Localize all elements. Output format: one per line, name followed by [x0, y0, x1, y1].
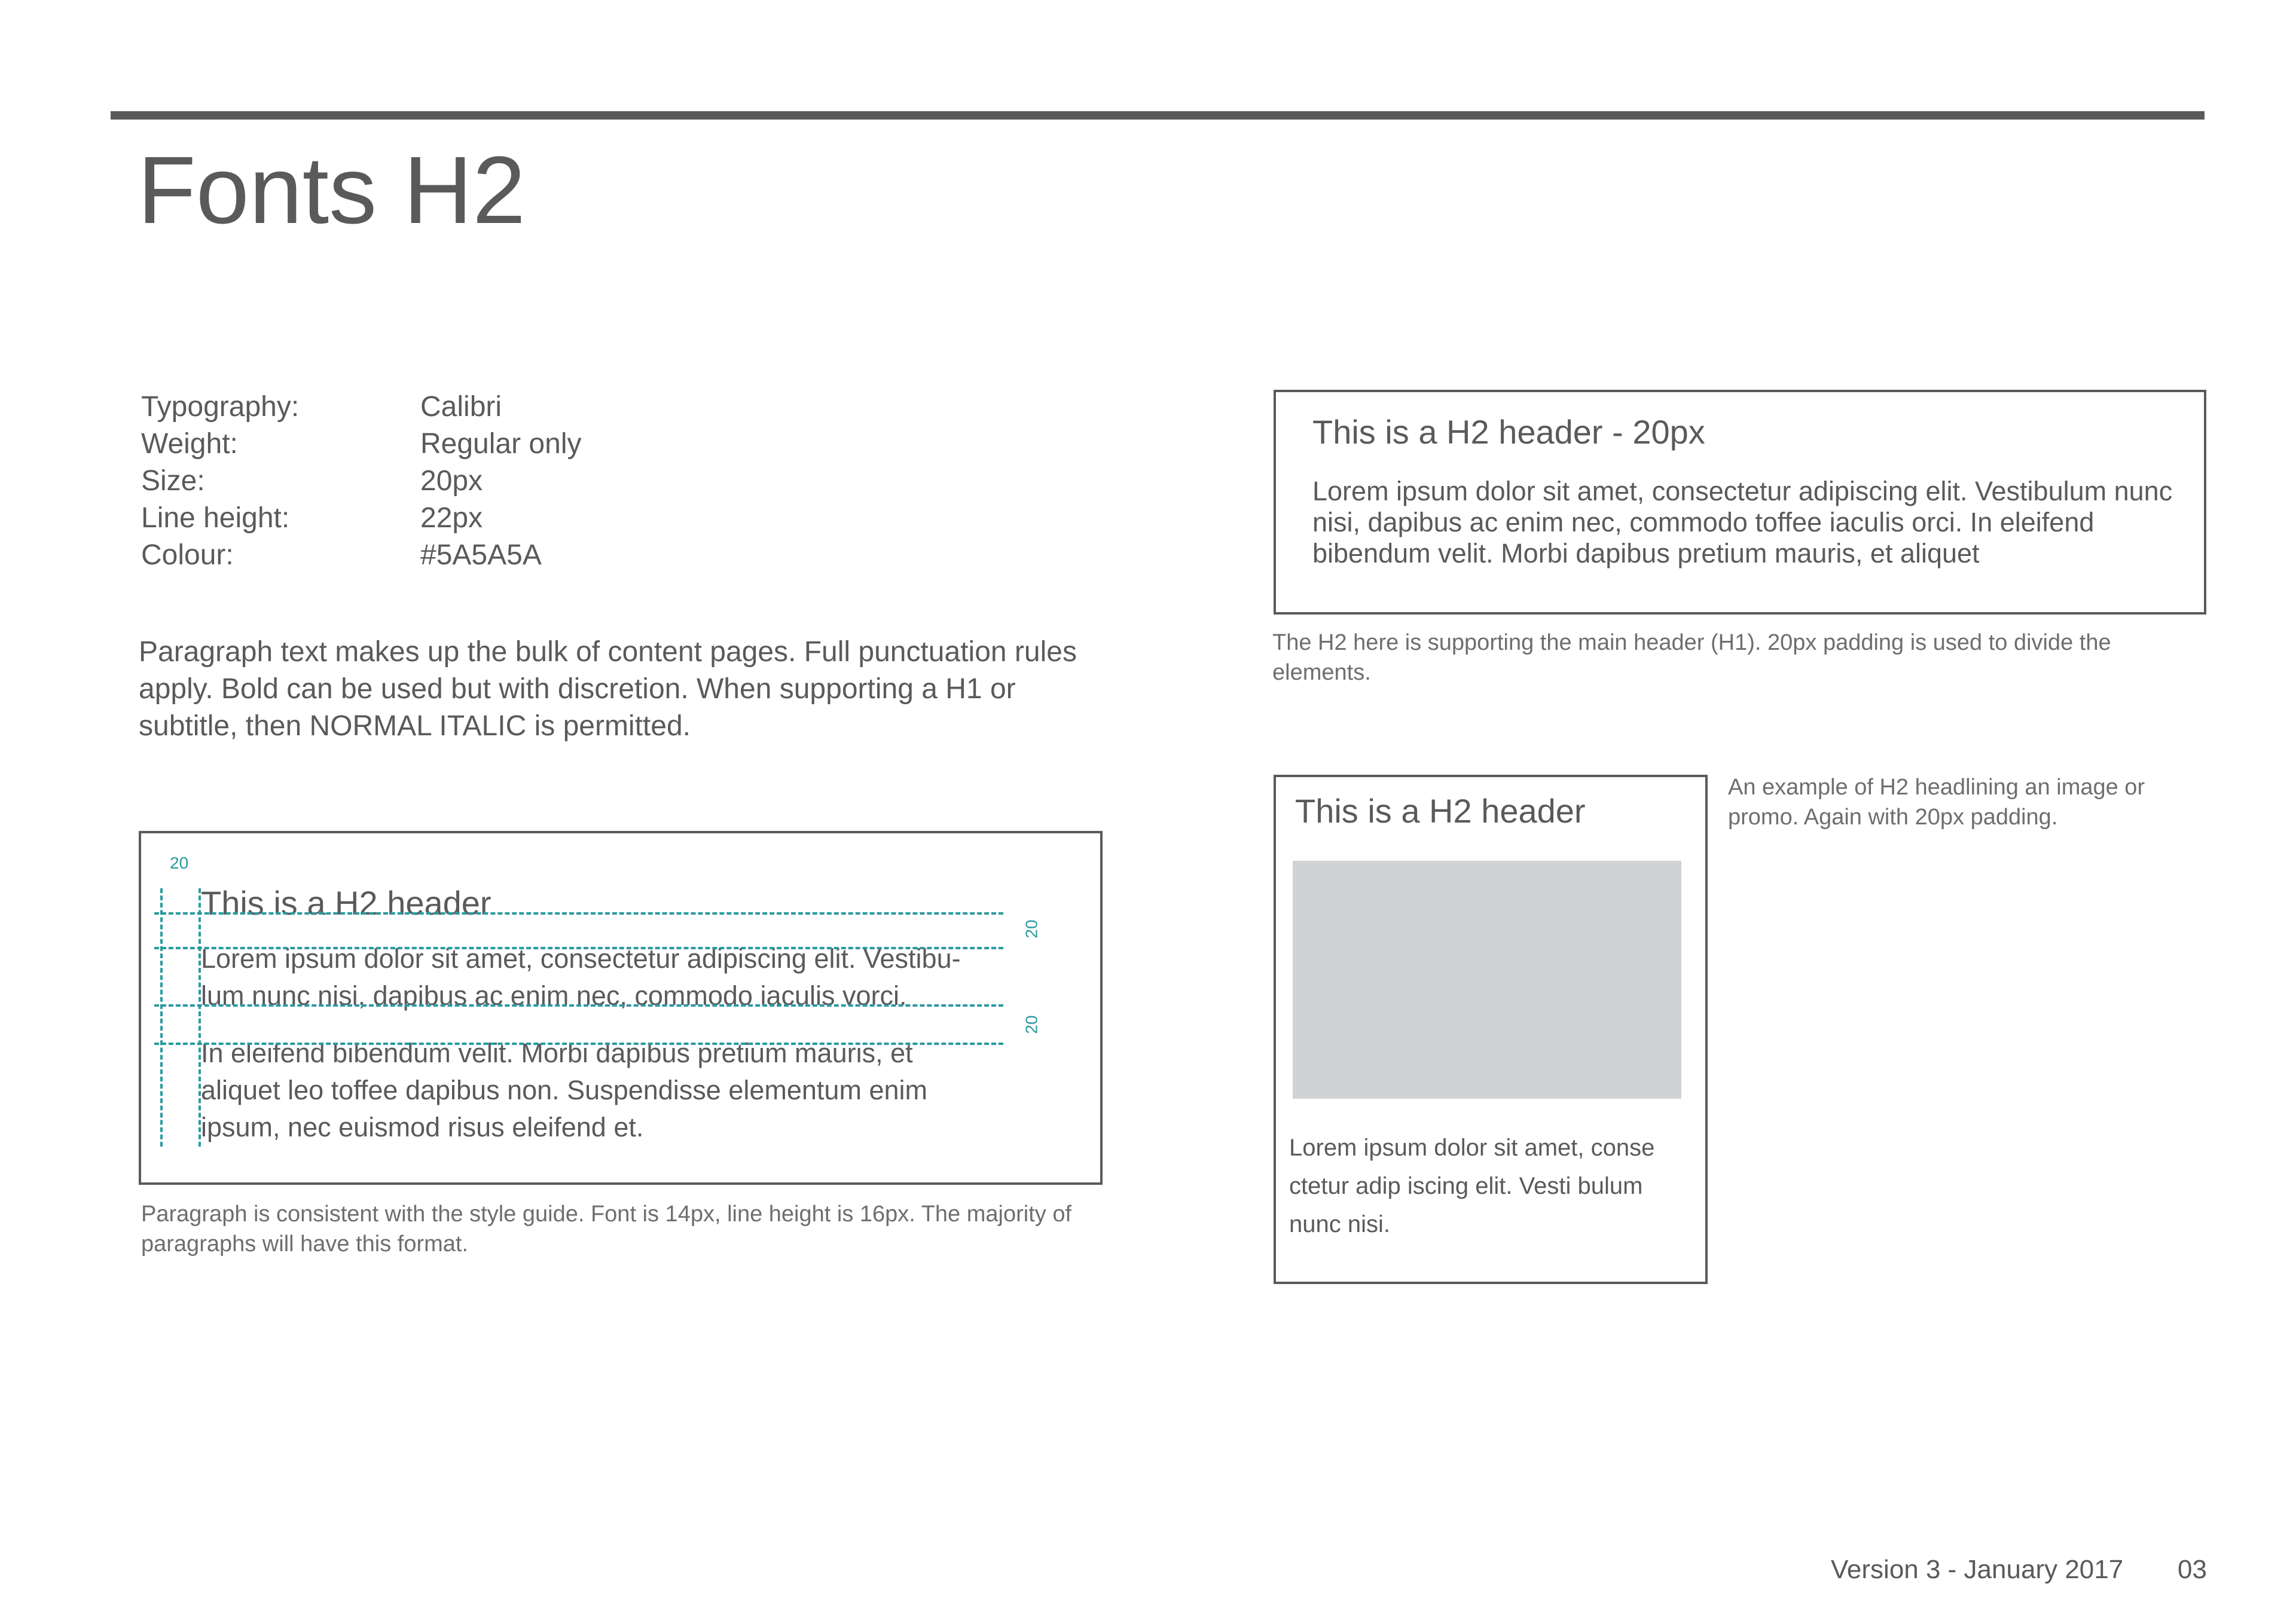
promo-example-header: This is a H2 header	[1295, 792, 1586, 830]
spec-label-typography: Typography:	[141, 391, 300, 423]
measure-label-top: 20	[170, 854, 189, 872]
spec-value-colour: #5A5A5A	[420, 539, 542, 571]
spec-value-weight: Regular only	[420, 428, 582, 460]
spec-label-size: Size:	[141, 465, 205, 497]
promo-example-caption: An example of H2 headlining an image or promo. Again with 20px padding.	[1728, 775, 2145, 830]
image-placeholder	[1293, 861, 1681, 1099]
spacing-example-para2-line2: aliquet leo toffee dapibus non. Suspendisse elementum enim	[201, 1075, 927, 1105]
spacing-example-caption: Paragraph is consistent with the style guide. Font is 14px, line height is 16px. The majority of paragraphs will have this format.	[141, 1202, 1072, 1257]
h2-example-body: Lorem ipsum dolor sit amet, consectetur adipiscing elit. Vestibulum nunc nisi, dapibus ac enim nec, commodo toffee iaculis orci. In eleifend bibendum velit. Morbi dapibus pretium mauris, et aliquet	[1312, 476, 2173, 568]
h2-example-header: This is a H2 header - 20px	[1312, 413, 1705, 451]
spec-label-line-height: Line height:	[141, 502, 290, 534]
spacing-example-para1-line2: lum nunc nisi, dapibus ac enim nec, commodo iaculis vorci.	[201, 980, 907, 1011]
spec-value-size: 20px	[420, 465, 483, 497]
spec-value-typography: Calibri	[420, 391, 502, 423]
guide-line-para-bottom	[154, 1004, 1003, 1007]
guide-line-header-bottom	[154, 912, 1003, 915]
top-rule	[111, 111, 2205, 120]
intro-paragraph: Paragraph text makes up the bulk of content pages. Full punctuation rules apply. Bold can be used but with discretion. When supporting a H1 or subtitle, then NORMAL ITALIC is permitted.	[139, 636, 1077, 742]
spacing-example-header: This is a H2 header	[201, 884, 491, 922]
guide-line-para2-top	[154, 1043, 1003, 1045]
spec-value-line-height: 22px	[420, 502, 483, 534]
spacing-example-para1-line1: Lorem ipsum dolor sit amet, consectetur adipiscing elit. Vestibu-	[201, 943, 961, 974]
h2-example-caption: The H2 here is supporting the main header (H1). 20px padding is used to divide the elements.	[1272, 630, 2111, 685]
spec-label-weight: Weight:	[141, 428, 238, 460]
page-number: 03	[2178, 1555, 2207, 1584]
measure-label-right-1: 20	[1022, 919, 1041, 939]
measure-label-right-2: 20	[1022, 1015, 1041, 1034]
guide-line-left-inner	[199, 888, 201, 1147]
guide-line-para-top	[154, 947, 1003, 949]
guide-line-left-outer	[160, 888, 163, 1147]
page-title: Fonts H2	[138, 136, 526, 243]
spec-label-colour: Colour:	[141, 539, 234, 571]
footer-version: Version 3 - January 2017	[1831, 1555, 2124, 1584]
spacing-example-para2-line1: In eleifend bibendum velit. Morbi dapibus pretium mauris, et	[201, 1038, 913, 1068]
spacing-example-para2-line3: ipsum, nec euismod risus eleifend et.	[201, 1112, 644, 1142]
promo-example-body: Lorem ipsum dolor sit amet, conse ctetur adip iscing elit. Vesti bulum nunc nisi.	[1289, 1135, 1655, 1237]
